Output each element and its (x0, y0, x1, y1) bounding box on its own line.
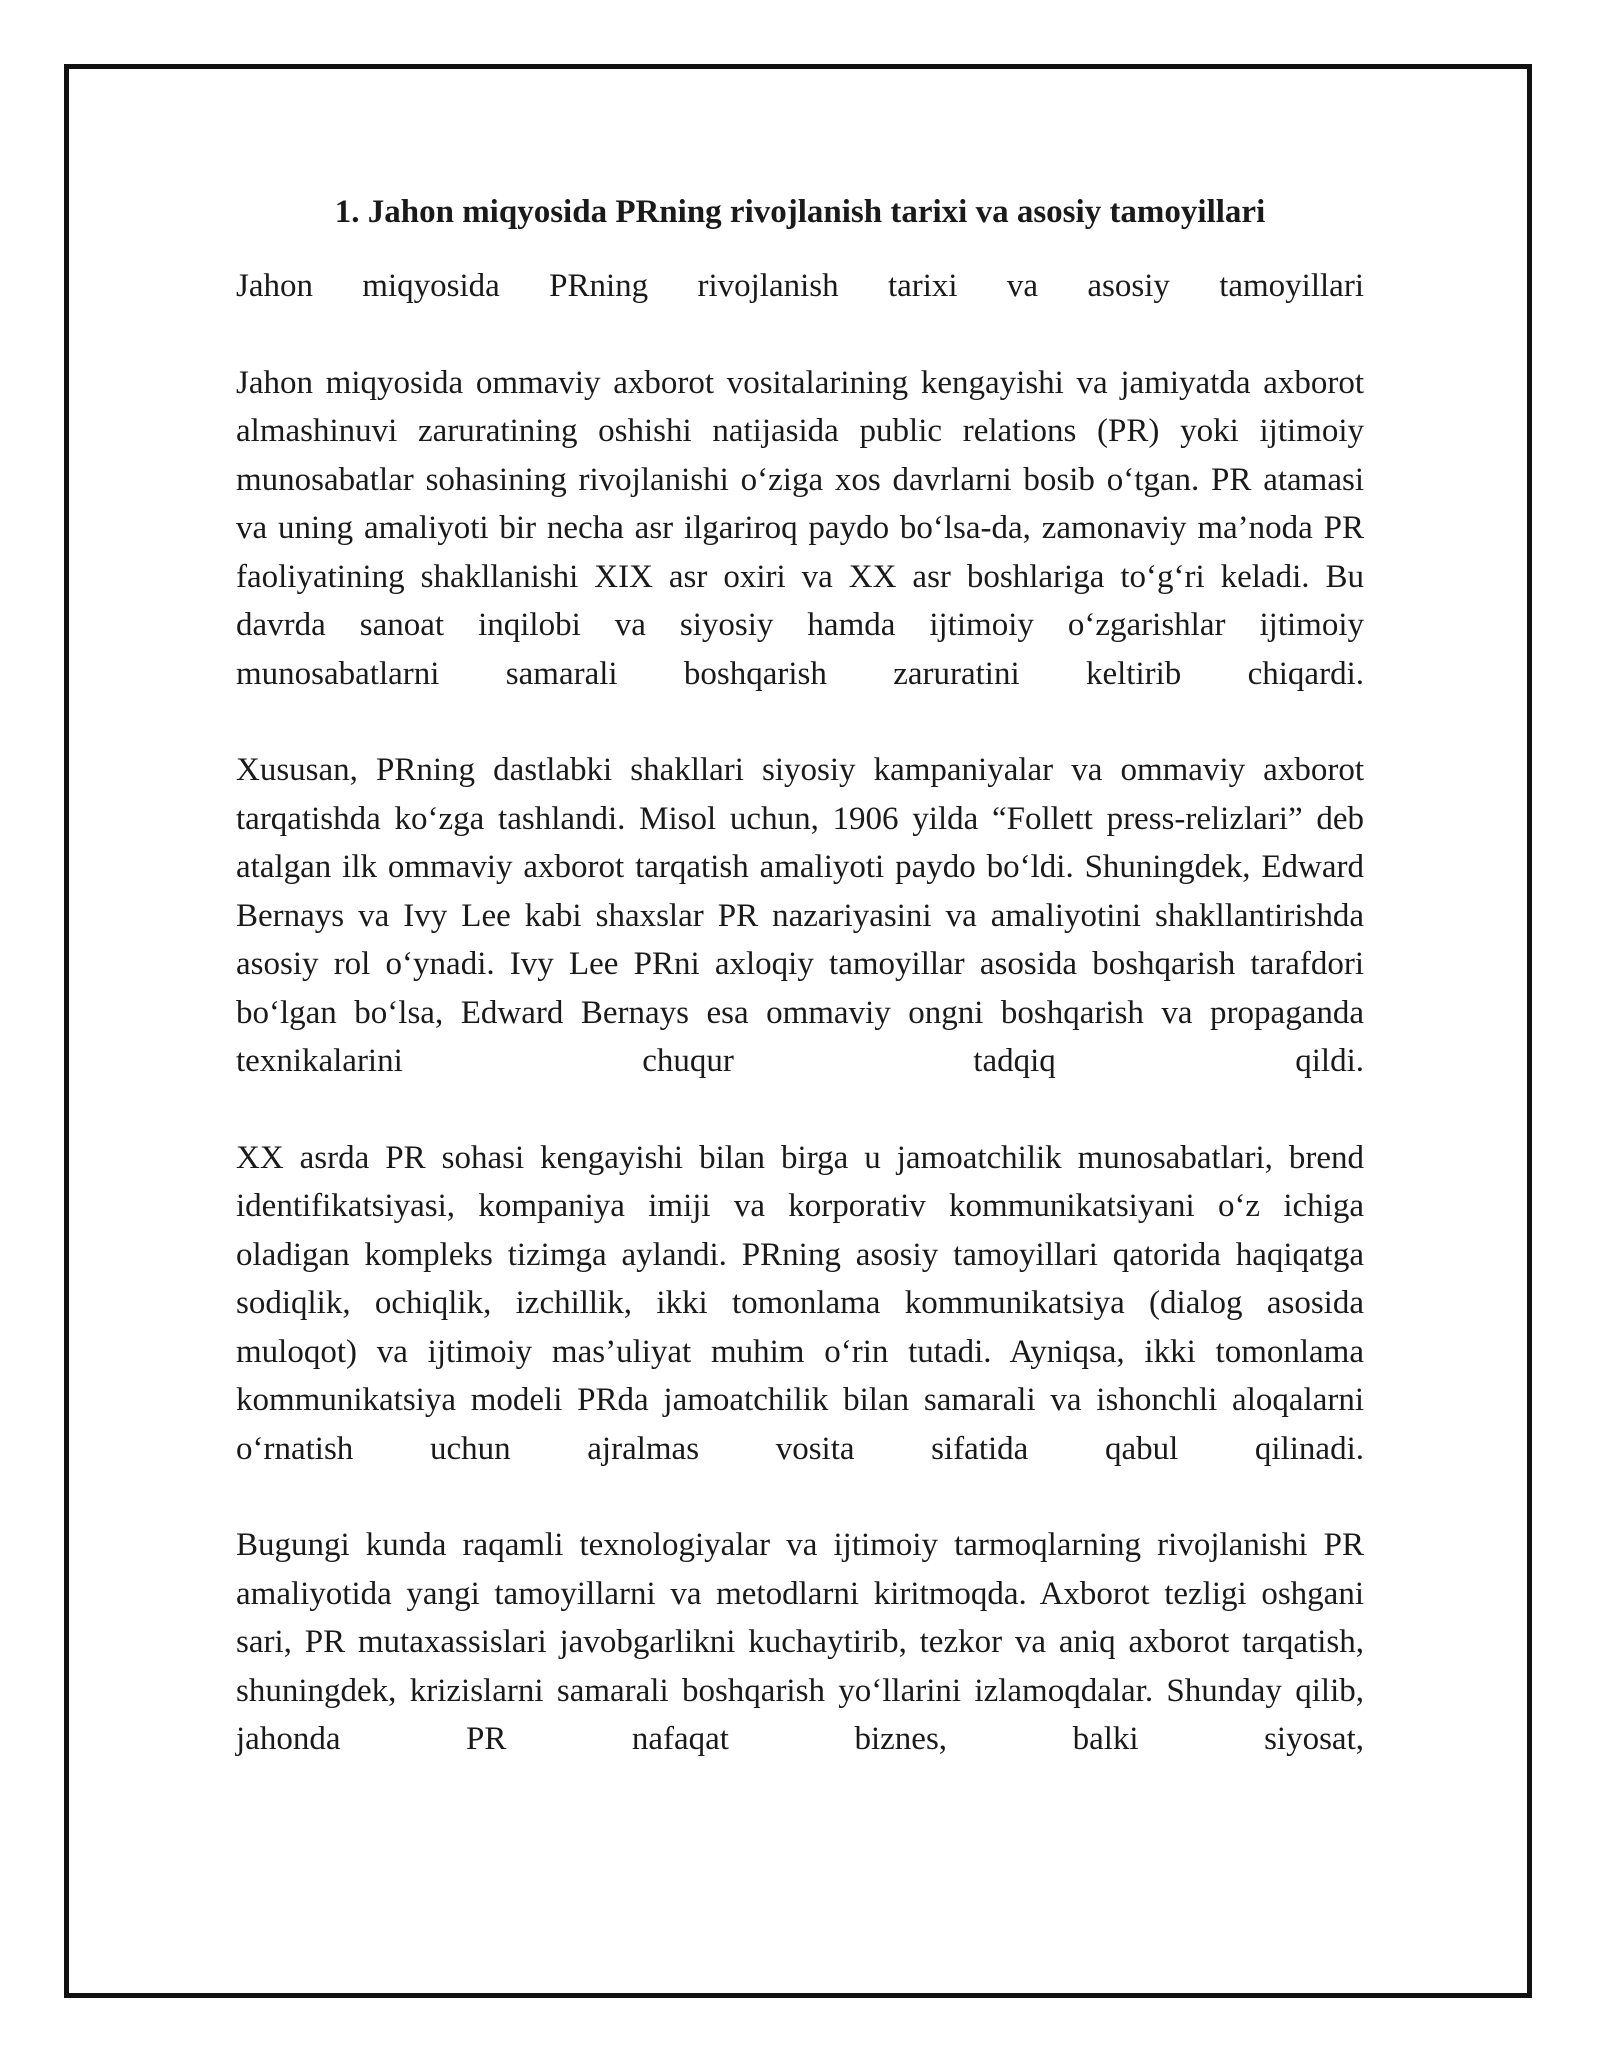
paragraph: Bugungi kunda raqamli texnologiyalar va ijtimoiy tarmoqlarning rivojlanishi PR amaliyotida yangi tamoyillarni va metodlarni kiritmoqda. Axborot tezligi oshgani sari, PR mutaxassislari javobgarlikni kuchaytirib, tezkor va aniq axborot tarqatish, shuningdek, krizislarni samarali boshqarish yo‘llarini izlamoqdalar. Shunday qilib, jahonda PR nafaqat biznes, balki siyosat, (236, 1527, 1364, 1757)
page-content (236, 188, 1364, 1764)
document-title: 1. Jahon miqyosida PRning rivojlanish tarixi va asosiy tamoyillari (334, 194, 1266, 230)
paragraph: Jahon miqyosida ommaviy axborot vositalarining kengayishi va jamiyatda axborot almashinuvi zaruratining oshishi natijasida public relations (PR) yoki ijtimoiy munosabatlar sohasining rivojlanishi o‘ziga xos davrlarni bosib o‘tgan. PR atamasi va uning amaliyoti bir necha asr ilgariroq paydo bo‘lsa-da, zamonaviy ma’noda PR faoliyatining shakllanishi XIX asr oxiri va XX asr boshlariga to‘g‘ri keladi. Bu davrda sanoat inqilobi va siyosiy hamda ijtimoiy o‘zgarishlar ijtimoiy munosabatlarni samarali boshqarish zaruratini keltirib chiqardi. (236, 364, 1364, 692)
paragraph-subtitle: Jahon miqyosida PRning rivojlanish tarixi va asosiy tamoyillari (236, 268, 1364, 304)
paragraph: XX asrda PR sohasi kengayishi bilan birga u jamoatchilik munosabatlari, brend identifikatsiyasi, kompaniya imiji va korporativ kommunikatsiyani o‘z ichiga oladigan kompleks tizimga aylandi. PRning asosiy tamoyillari qatorida haqiqatga sodiqlik, ochiqlik, izchillik, ikki tomonlama kommunikatsiya (dialog asosida muloqot) va ijtimoiy mas’uliyat muhim o‘rin tutadi. Ayniqsa, ikki tomonlama kommunikatsiya modeli PRda jamoatchilik bilan samarali va ishonchli aloqalarni o‘rnatish uchun ajralmas vosita sifatida qabul qilinadi. (236, 1139, 1364, 1467)
paragraph: Xususan, PRning dastlabki shakllari siyosiy kampaniyalar va ommaviy axborot tarqatishda ko‘zga tashlandi. Misol uchun, 1906 yilda “Follett press-relizlari” deb atalgan ilk ommaviy axborot tarqatish amaliyoti paydo bo‘ldi. Shuningdek, Edward Bernays va Ivy Lee kabi shaxslar PR nazariyasini va amaliyotini shakllantirishda asosiy rol o‘ynadi. Ivy Lee PRni axloqiy tamoyillar asosida boshqarish tarafdori bo‘lgan bo‘lsa, Edward Bernays esa ommaviy ongni boshqarish va propaganda texnikalarini chuqur tadqiq qildi. (236, 752, 1364, 1079)
